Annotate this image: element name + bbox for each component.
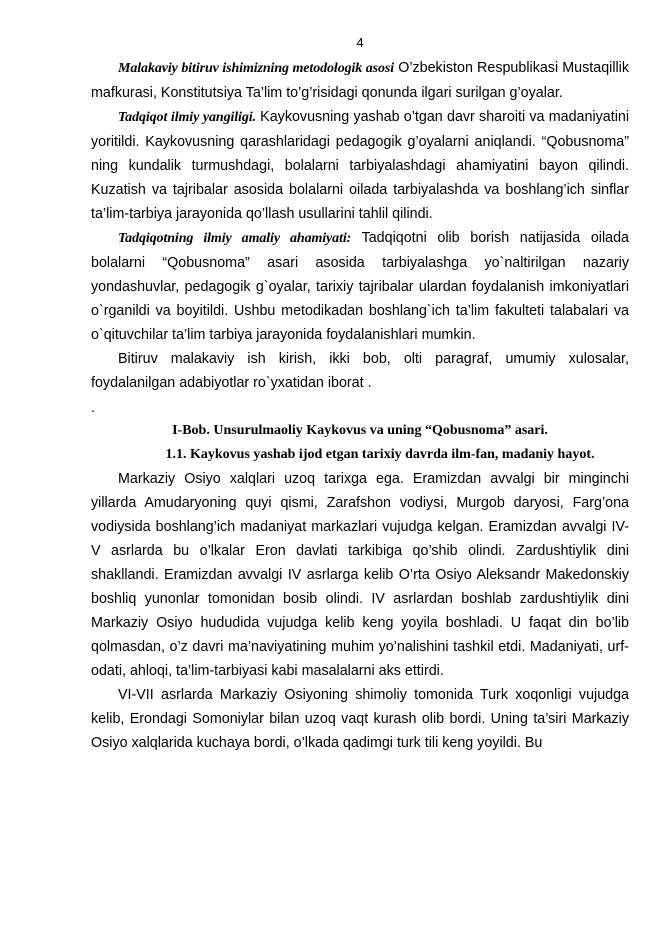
paragraph-text: Kaykovusning yashab o’tgan davr sharoiti va madaniyatini yoritildi. Kaykovusning qarashlaridagi pedagogik g’oyalarni aniqlandi. “Qobusnoma” ning kundalik turmushdagi, bolalarni tarbiyalashdagi ahamiyatini bayon qilindi. Kuzatish va tajribalar asosida bolalarni oilada tarbiyalashda va boshlang’ich sinflar ta’lim-tarbiya jarayonida qo’llash usullarini tahlil qilindi.: [91, 109, 629, 222]
chapter-heading: I-Bob. Unsurulmaoliy Kaykovus va uning “Qobusnoma” asari.: [172, 423, 548, 438]
paragraph-history: Markaziy Osiyo xalqlari uzoq tarixga ega. Eramizdan avvalgi bir minginchi yillarda Amudaryoning quyi qismi, Zarafshon vodiysi, Murgob daryosi, Farg’ona vodiysida boshlang’ich madaniyat markazlari vujudga kelgan. Eramizdan avvalgi IV-V asrlarda bu o’lkalar Eron davlati tarkibiga qo’shib olindi. Zardushtiylik dini shakllandi. Eramizdan avvalgi IV asrlarga kelib O’rta Osiyo Aleksandr Makedonskiy boshliq yunonlar tomonidan bosib olindi. IV asrlardan boshlab zardushtiylik dini Markaziy Osiyo hududida vujudga kelib keng yoyila boshladi. U faqat din bo’lib qolmasdan, o’z davri ma’naviyatining muhim yo’nalishini tashkil etdi. Madaniyati, urf-odati, ahloqi, ta’lim-tarbiyasi kabi masalalarni aks ettirdi.: [91, 471, 629, 679]
paragraph-text: O’zbekiston Respublikasi Mustaqillik mafkurasi, Konstitutsiya Ta’lim to’g’risidagi qonunda ilgari surilgan g’oyalar.: [91, 60, 630, 101]
paragraph-structure: Bitiruv malakaviy ish kirish, ikki bob, olti paragraf, umumiy xulosalar, foydalanilgan adabiyotlar ro`yxatidan iborat .: [91, 351, 629, 391]
document-page: [91, 34, 629, 755]
paragraph-significance: [91, 226, 629, 347]
section-heading: 1.1. Kaykovus yashab ijod etgan tarixiy davrda ilm-fan, madaniy hayot.: [165, 447, 595, 462]
page-number: 4: [356, 35, 364, 50]
paragraph-lead: Tadqiqotning ilmiy amaliy ahamiyati:: [118, 231, 352, 246]
paragraph-novelty: [91, 105, 629, 226]
paragraph-text: Tadqiqotni olib borish natijasida oilada bolalarni “Qobusnoma” asari asosida tarbiyalashga yo`naltirilgan nazariy yondashuvlar, pedagogik g`oyalar, tarixiy tajribalar ulardan foydalanish imkoniyatlari o`rganildi va boyitildi. Ushbu metodikadan boshlang`ich ta’lim fakulteti talabalari va o`qituvchilar ta’lim tarbiya jarayonida foydalanishlari mumkin.: [91, 230, 629, 343]
paragraph-lead: Malakaviy bitiruv ishimizning metodologik asosi: [118, 61, 395, 76]
separator-dot: .: [91, 399, 95, 415]
paragraph-turk-khaganate: VI-VII asrlarda Markaziy Osiyoning shimoliy tomonida Turk xoqonligi vujudga kelib, Erondagi Somoniylar bilan uzoq vaqt kurash olib bordi. Uning ta’siri Markaziy Osiyo xalqlarida kuchaya bordi, o’lkada qadimgi turk tili keng yoyildi. Bu: [91, 687, 629, 751]
paragraph-methodology: [91, 56, 629, 105]
paragraph-lead: Tadqiqot ilmiy yangiligi.: [118, 110, 256, 125]
